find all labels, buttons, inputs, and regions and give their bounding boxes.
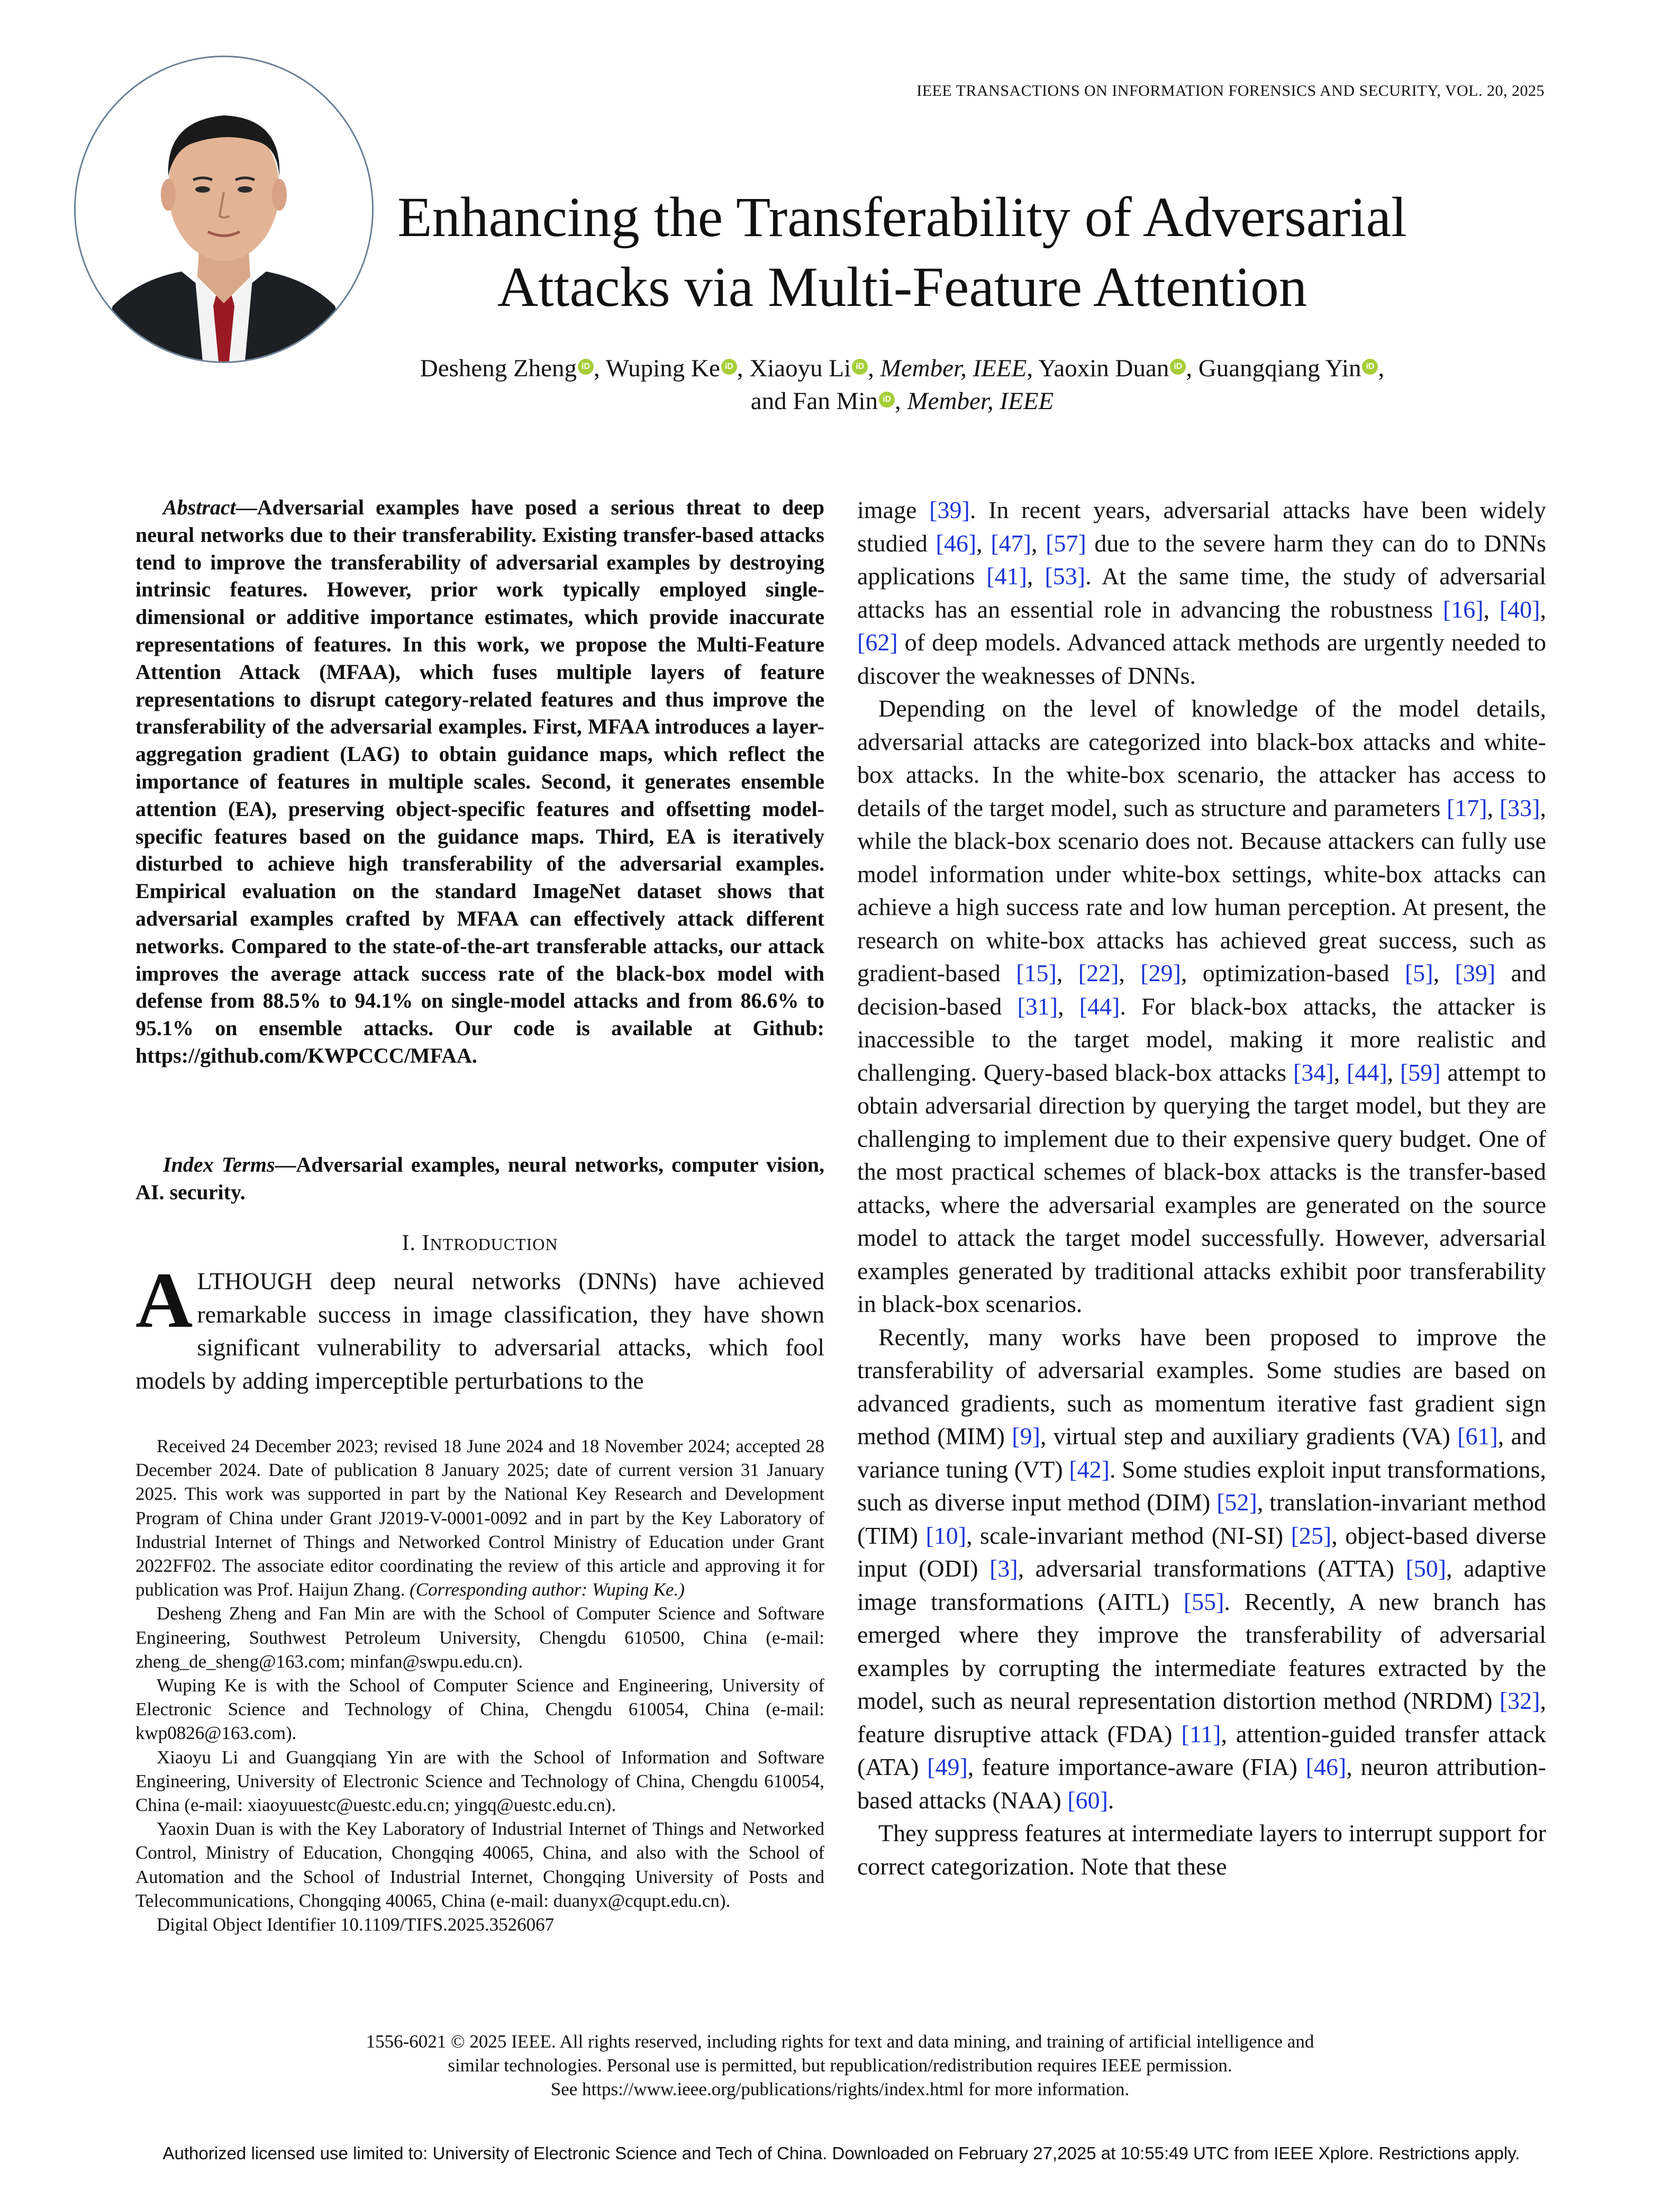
- citation-link[interactable]: [3]: [989, 1555, 1018, 1582]
- footnote-affiliation: Yaoxin Duan is with the Key Laboratory of Industrial Internet of Things and Networked Control, Ministry of Education, Chongqing 40065, China, and also with the School of Automation and the School of Industrial Internet, Chongqing University of Posts and Telecommunications, Chongqing 40065, China (e-mail: duanyx@cqupt.edu.cn).: [135, 1818, 824, 1911]
- text: ,: [1433, 959, 1455, 986]
- text: ,: [1387, 1058, 1400, 1086]
- author-2: Wuping Ke: [605, 355, 720, 382]
- author-5: Guangqiang Yin: [1198, 355, 1361, 382]
- footnotes: [135, 1434, 824, 1936]
- author-portrait-image: [76, 57, 372, 361]
- doi-line: Digital Object Identifier 10.1109/TIFS.2025.3526067: [157, 1914, 555, 1935]
- orcid-icon[interactable]: iD: [879, 392, 895, 408]
- text: , and variance tuning (VT): [857, 1423, 1546, 1483]
- citation-link[interactable]: [9]: [1012, 1423, 1040, 1450]
- body-paragraph: They suppress features at intermediate layers to interrupt support for correct categorization. Note that these: [857, 1819, 1546, 1880]
- text: . Some studies exploit input transformations, such as diverse input method (DIM): [857, 1455, 1546, 1516]
- text: . At the same time, the study of adversarial attacks has an essential role in advancing the robustness: [857, 563, 1546, 623]
- index-terms-lead: Index Terms: [163, 1153, 275, 1176]
- footnote-received-text: Received 24 December 2023; revised 18 June 2024 and 18 November 2024; accepted 28 December 2024. Date of publication 8 January 2025; date of current version 31 January 2025. This work was supported in part by the National Key Research and Development Program of China under Grant J2019-V-0001-0092 and in part by the Key Laboratory of Industrial Internet of Things and Networked Control Ministry of Education under Grant 2022FF02. The associate editor coordinating the review of this article and approving it for publication was Prof. Haijun Zhang.: [135, 1436, 824, 1600]
- text: .: [1107, 1786, 1114, 1814]
- text: and decision-based: [857, 959, 1547, 1020]
- text: Depending on the level of knowledge of the model details, adversarial attacks are categorized into black-box attacks and white-box attacks. In the white-box scenario, the attacker has access to details of the target model, such as structure and parameters: [857, 695, 1546, 821]
- citation-link[interactable]: [47]: [991, 529, 1031, 557]
- citation-link[interactable]: [46]: [936, 529, 977, 557]
- citation-link[interactable]: [5]: [1404, 959, 1433, 986]
- paper-title: [360, 183, 1445, 322]
- body-paragraph: [857, 494, 1546, 692]
- citation-link[interactable]: [62]: [857, 629, 898, 656]
- intro-lead-caps: LTHOUGH: [197, 1268, 313, 1294]
- citation-link[interactable]: [29]: [1140, 959, 1181, 986]
- citation-link[interactable]: [41]: [986, 563, 1027, 590]
- text: image: [857, 496, 930, 523]
- text: , optimization-based: [1181, 959, 1405, 986]
- text: ,: [1333, 1058, 1347, 1086]
- text: , object-based diverse input (ODI): [857, 1522, 1546, 1582]
- citation-link[interactable]: [60]: [1067, 1786, 1108, 1814]
- corresponding-author: (Corresponding author: Wuping Ke.): [410, 1579, 685, 1600]
- copyright-line-3: See https://www.ieee.org/publications/rights/index.html for more information.: [550, 2079, 1130, 2099]
- citation-link[interactable]: [11]: [1181, 1720, 1221, 1748]
- text: ,: [1058, 992, 1079, 1020]
- copyright-line-2: similar technologies. Personal use is permitted, but republication/redistribution requires IEEE permission.: [448, 2055, 1232, 2076]
- text: ,: [1483, 595, 1500, 623]
- author-4: Yaoxin Duan: [1038, 355, 1169, 382]
- text: . For black-box attacks, the attacker is inaccessible to the target model, making it more realistic and challenging. Query-based black-box attacks: [857, 992, 1546, 1086]
- orcid-icon[interactable]: iD: [852, 359, 868, 375]
- intro-text: deep neural networks (DNNs) have achieved remarkable success in image classification, they have shown significant vulnerability to adversarial attacks, which fool models by adding imperceptible perturbations to the: [135, 1268, 824, 1394]
- member-ieee-label: Member, IEEE: [907, 387, 1054, 415]
- author-1: Desheng Zheng: [420, 355, 577, 382]
- text: ,: [1027, 563, 1045, 590]
- author-list: Desheng Zheng iD , Wuping Ke iD , Xiaoyu Li iD , Member, IEEE, Yaoxin Duan iD , Guangqiang Yin iD , and Fan Min iD , Member, IEEE: [420, 355, 1385, 415]
- author-and: and: [750, 387, 787, 415]
- citation-link[interactable]: [10]: [925, 1522, 967, 1549]
- orcid-icon[interactable]: iD: [1170, 359, 1186, 375]
- citation-link[interactable]: [46]: [1305, 1753, 1347, 1780]
- citation-link[interactable]: [49]: [927, 1753, 968, 1780]
- citation-link[interactable]: [52]: [1216, 1489, 1257, 1516]
- citation-link[interactable]: [16]: [1442, 595, 1484, 623]
- citation-link[interactable]: [59]: [1400, 1058, 1441, 1086]
- running-head: IEEE TRANSACTIONS ON INFORMATION FORENSICS AND SECURITY, VOL. 20, 2025: [916, 82, 1545, 99]
- text: , translation-invariant method (TIM): [857, 1489, 1546, 1549]
- citation-link[interactable]: [39]: [1455, 959, 1496, 986]
- text: Recently, many works have been proposed to improve the transferability of adversarial examples. Some studies are based on advanced gradients, such as momentum iterative fast gradient sign method (MIM): [857, 1323, 1546, 1450]
- author-photo: [74, 56, 374, 363]
- copyright-notice: [212, 2030, 1468, 2101]
- text: , attention-guided transfer attack (ATA): [857, 1720, 1546, 1780]
- dropcap: A: [135, 1256, 193, 1344]
- citation-link[interactable]: [22]: [1078, 959, 1119, 986]
- citation-link[interactable]: [44]: [1347, 1058, 1387, 1086]
- citation-link[interactable]: [40]: [1499, 595, 1540, 623]
- section-title-first: I: [422, 1231, 430, 1255]
- abstract-lead: Abstract: [163, 495, 236, 519]
- citation-link[interactable]: [25]: [1291, 1522, 1332, 1549]
- text: attempt to obtain adversarial direction by querying the target model, but they are challenging to implement due to their expensive query budget. One of the most practical schemes of black-box attacks is the transfer-based attacks, where the adversarial examples are generated on the source model to attack the target model successfully. However, adversarial examples generated by traditional attacks exhibit poor transferability in black-box scenarios.: [857, 1058, 1547, 1317]
- author-3: Xiaoyu Li: [749, 355, 851, 382]
- text: , adversarial transformations (ATTA): [1018, 1555, 1406, 1582]
- text: due to the severe harm they can do to DNNs applications: [857, 529, 1546, 590]
- index-terms-text: —Adversarial examples, neural networks, computer vision, AI. security.: [135, 1153, 824, 1204]
- right-column: [857, 494, 1546, 1883]
- citation-link[interactable]: [57]: [1046, 529, 1086, 557]
- text: ,: [1056, 959, 1078, 986]
- citation-link[interactable]: [33]: [1499, 794, 1540, 821]
- author-6: Fan Min: [793, 387, 878, 415]
- citation-link[interactable]: [55]: [1183, 1588, 1224, 1615]
- orcid-icon[interactable]: iD: [721, 359, 737, 375]
- body-paragraph: [857, 692, 1546, 1321]
- text: . In recent years, adversarial attacks have been widely studied: [857, 496, 1546, 557]
- text: , adaptive image transformations (AITL): [857, 1555, 1546, 1615]
- member-ieee-label: Member, IEEE: [880, 355, 1027, 382]
- text: , feature importance-aware (FIA): [967, 1753, 1306, 1780]
- citation-link[interactable]: [31]: [1017, 992, 1058, 1020]
- citation-link[interactable]: [39]: [929, 496, 970, 523]
- title-line-2: Attacks via Multi-Feature Attention: [497, 256, 1307, 319]
- text: ,: [976, 529, 991, 557]
- authorized-use-banner: Authorized licensed use limited to: University of Electronic Science and Tech of China. Downloaded on February 27,2025 at 10:55:49 UTC from IEEE Xplore. Restrictions apply.: [162, 2143, 1520, 2163]
- citation-link[interactable]: [50]: [1405, 1555, 1447, 1582]
- orcid-icon[interactable]: iD: [578, 359, 594, 375]
- abstract-text: —Adversarial examples have posed a serious threat to deep neural networks due to their transferability. Existing transfer-based attacks tend to improve the transferability of adversarial examples by destroying intrinsic features. However, prior work typically employed single-dimensional or additive importance estimates, which provide inaccurate representations of features. In this work, we propose the Multi-Feature Attention Attack (MFAA), which fuses multiple layers of feature representations to disrupt category-related features and thus improve the transferability of the adversarial examples. First, MFAA introduces a layer-aggregation gradient (LAG) to obtain guidance maps, which reflect the importance of features in multiple scales. Second, it generates ensemble attention (EA), preserving object-specific features and offsetting model-specific features based on the guidance maps. Third, EA is iteratively disturbed to achieve high transferability of the adversarial examples. Empirical evaluation on the standard ImageNet dataset shows that adversarial examples crafted by MFAA can effectively attack different networks. Compared to the state-of-the-art transferable attacks, our attack improves the average attack success rate of the black-box model with defense from 88.5% to 94.1% on single-model attacks and from 86.6% to 95.1% on ensemble attacks. Our code is available at Github: https://github.com/KWPCCC/MFAA.: [135, 495, 824, 1067]
- section-title-rest: NTRODUCTION: [430, 1235, 558, 1254]
- intro-paragraph: [135, 1256, 824, 1397]
- text: ,: [1487, 794, 1500, 821]
- orcid-icon[interactable]: iD: [1362, 359, 1378, 375]
- citation-link[interactable]: [42]: [1069, 1455, 1110, 1483]
- text: , scale-invariant method (NI-SI): [966, 1522, 1291, 1549]
- citation-link[interactable]: [44]: [1079, 992, 1120, 1020]
- footnote-affiliation: Xiaoyu Li and Guangqiang Yin are with the School of Information and Software Engineering, University of Electronic Science and Technology of China, Chengdu 610054, China (e-mail: xiaoyuuestc@uestc.edu.cn; yingq@uestc.edu.cn).: [135, 1746, 824, 1816]
- citation-link[interactable]: [17]: [1446, 794, 1487, 821]
- section-numeral: I.: [402, 1231, 416, 1255]
- text: , virtual step and auxiliary gradients (VA): [1040, 1423, 1458, 1450]
- title-line-1: Enhancing the Transferability of Adversarial: [397, 186, 1407, 249]
- citation-link[interactable]: [34]: [1293, 1058, 1334, 1086]
- text: of deep models. Advanced attack methods are urgently needed to discover the weaknesses of DNNs.: [857, 629, 1546, 689]
- index-terms: [135, 1151, 824, 1206]
- citation-link[interactable]: [32]: [1499, 1687, 1540, 1714]
- footnote-affiliation: Wuping Ke is with the School of Computer Science and Engineering, University of Electronic Science and Technology of China, Chengdu 610054, China (e-mail: kwp0826@163.com).: [135, 1675, 824, 1744]
- text: ,: [1119, 959, 1141, 986]
- citation-link[interactable]: [53]: [1045, 563, 1086, 590]
- body-paragraph: [857, 1321, 1546, 1817]
- copyright-line-1: 1556-6021 © 2025 IEEE. All rights reserved, including rights for text and data mining, and training of artificial intelligence and: [366, 2031, 1314, 2052]
- footnote-affiliation: Desheng Zheng and Fan Min are with the School of Computer Science and Software Engineering, Southwest Petroleum University, Chengdu 610500, China (e-mail: zheng_de_sheng@163.com; minfan@swpu.edu.cn).: [135, 1603, 824, 1672]
- text: , feature disruptive attack (FDA): [857, 1687, 1546, 1748]
- text: . Recently, A new branch has emerged where they improve the transferability of adversarial examples by corrupting the intermediate features extracted by the model, such as neural representation distortion method (NRDM): [857, 1588, 1546, 1714]
- citation-link[interactable]: [61]: [1457, 1423, 1498, 1450]
- abstract: [135, 494, 824, 1070]
- text: ,: [1540, 595, 1546, 623]
- footnote-received: [135, 1434, 824, 1601]
- text: , while the black-box scenario does not. Because attackers can fully use model information under white-box settings, white-box attacks can achieve a high success rate and low human perception. At present, the research on white-box attacks has achieved great success, such as gradient-based: [857, 794, 1546, 986]
- text: ,: [1031, 529, 1046, 557]
- section-heading: [135, 1230, 824, 1256]
- citation-link[interactable]: [15]: [1016, 959, 1057, 986]
- text: , neuron attribution-based attacks (NAA): [857, 1753, 1546, 1814]
